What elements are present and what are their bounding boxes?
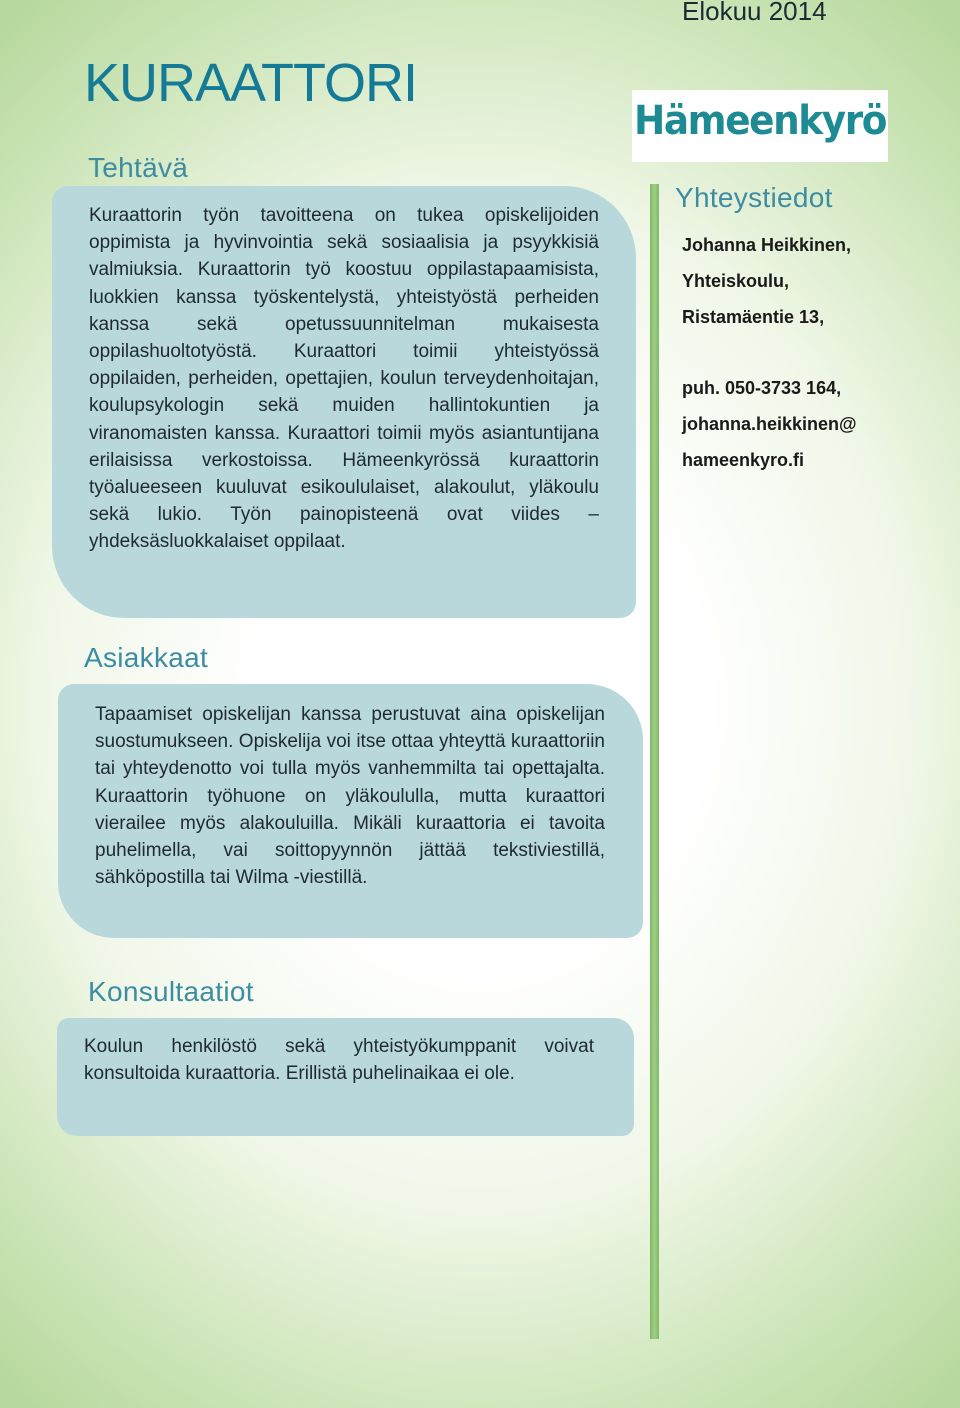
contact-school: Yhteiskoulu,: [682, 271, 790, 291]
heading-tehtava: Tehtävä: [88, 152, 189, 183]
contact-email-line1[interactable]: johanna.heikkinen@: [682, 414, 857, 434]
heading-konsultaatiot: Konsultaatiot: [88, 976, 254, 1007]
konsultaatiot-text: Koulun henkilöstö sekä yhteistyökumppanit voivat konsultoida kuraattoria. Erillistä puhelinaikaa ei ole.: [84, 1036, 594, 1085]
svg-text:Hämeenkyrö: Hämeenkyrö: [634, 98, 887, 144]
hameenkyro-logo: [632, 90, 888, 162]
asiakkaat-box: [58, 684, 643, 938]
tehtava-box: [52, 186, 636, 618]
contact-email-line2[interactable]: hameenkyro.fi: [682, 450, 805, 470]
heading-asiakkaat: Asiakkaat: [84, 642, 209, 673]
tehtava-text: Kuraattorin työn tavoitteena on tukea opiskelijoiden oppimista ja hyvinvointia sekä sosiaalisia ja psyykkisiä valmiuksia. Kuraattorin työ koostuu oppilastapaamisista, luokkien kanssa työskentelystä, yhteistyöstä perheiden kanssa sekä opetussuunnitelman mukaisesta oppilashuoltotyöstä. Kuraattori toimii yhteistyössä oppilaiden, perheiden, opettajien, koulun terveydenhoitajan, koulupsykologin sekä muiden hallintokuntien ja viranomaisten kanssa. Kuraattori toimii myös asiantuntijana erilaisissa verkostoissa. Hämeenkyrössä kuraattorin työalueeseen kuuluvat esikoululaiset, alakoulut, yläkoulu sekä lukio. Työn painopisteenä ovat viides – yhdeksäsluokkalaiset oppilaat.: [89, 205, 599, 553]
asiakkaat-text: Tapaamiset opiskelijan kanssa perustuvat aina opiskelijan suostumukseen. Opiskelija voi itse ottaa yhteyttä kuraattoriin tai yhteydenotto voi tulla myös vanhemmilta tai opettajalta. Kuraattorin työhuone on yläkoululla, mutta kuraattori vierailee myös alakouluilla. Mikäli kuraattoria ei tavoita puhelimella, vai soittopyynnön jättää tekstiviestillä, sähköpostilla tai Wilma -viestillä.: [95, 704, 605, 889]
contact-divider-bar: [650, 184, 659, 1339]
contact-name: Johanna Heikkinen,: [682, 235, 852, 255]
heading-yhteystiedot: Yhteystiedot: [675, 182, 833, 213]
publication-date: Elokuu 2014: [682, 0, 827, 26]
contact-address: Ristamäentie 13,: [682, 307, 825, 327]
page-title: KURAATTORI: [84, 53, 418, 113]
konsultaatiot-box: [57, 1018, 634, 1136]
hameenkyro-logo-icon: [632, 90, 888, 162]
contact-phone: puh. 050-3733 164,: [682, 378, 842, 398]
